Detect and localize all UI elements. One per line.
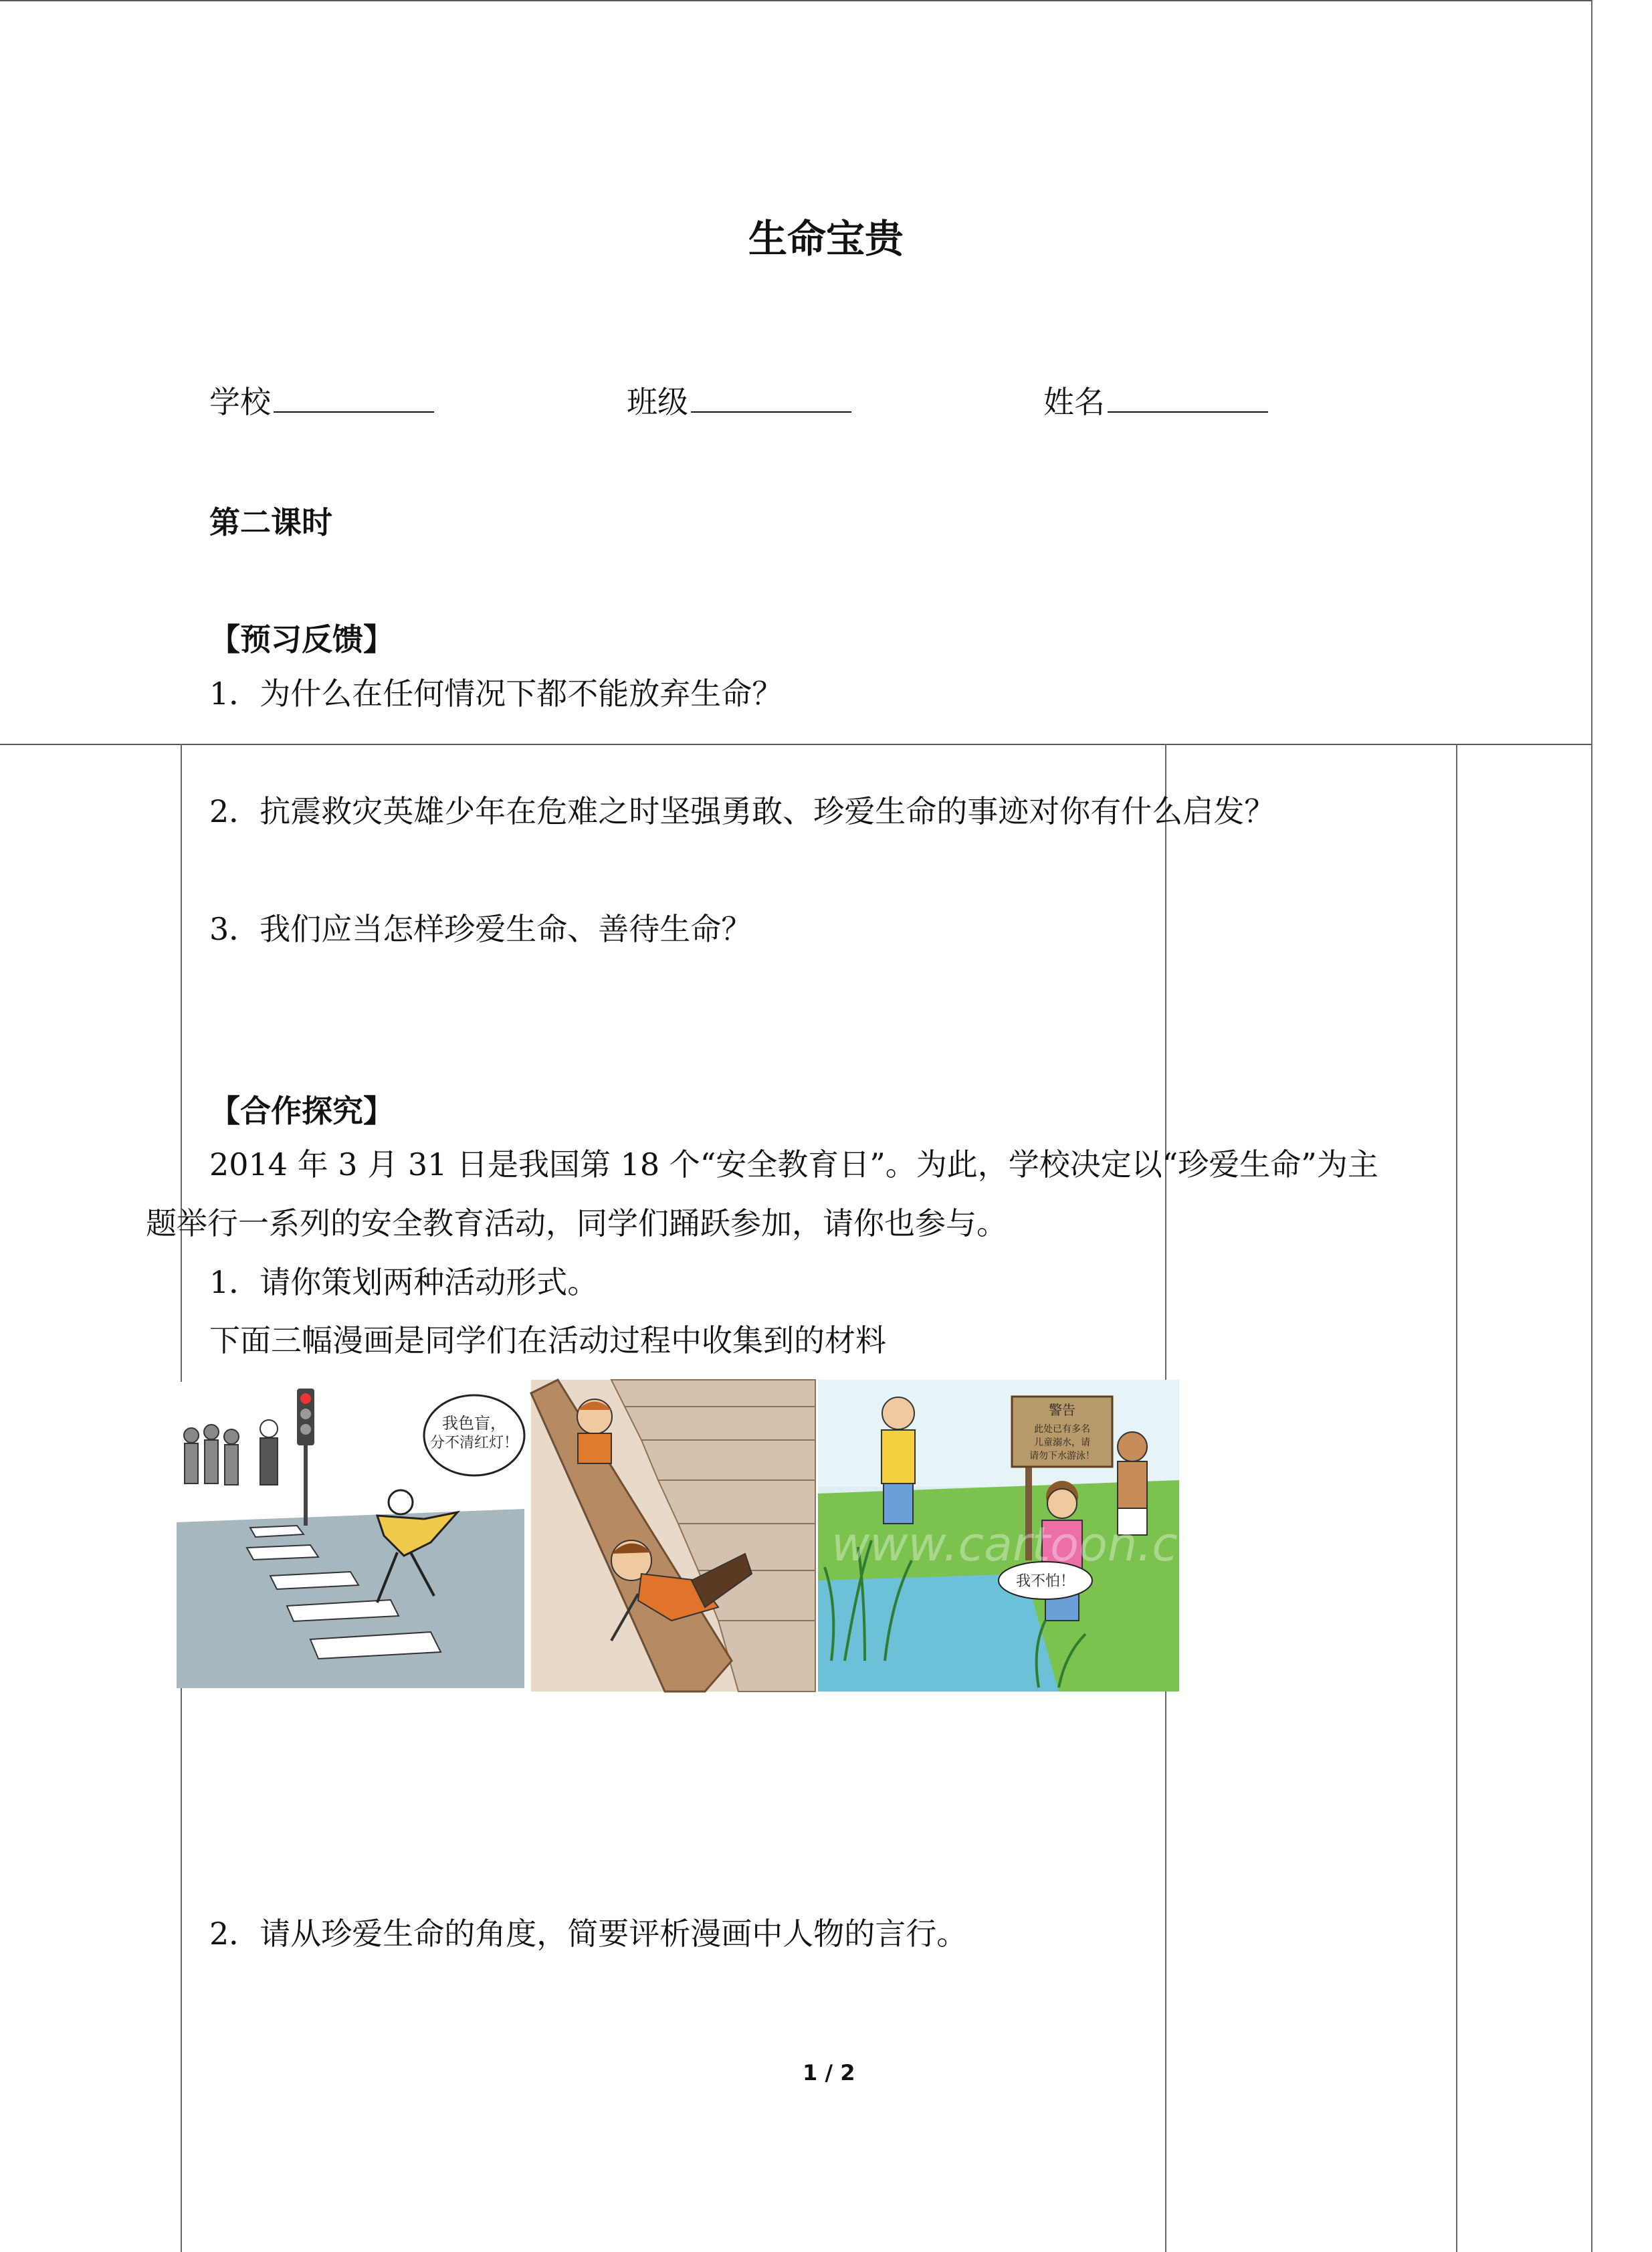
horizontal-divider <box>0 744 1592 745</box>
comic-bubble-1-line1: 我色盲， <box>442 1414 506 1433</box>
coop-heading: 【合作探究】 <box>209 1093 394 1129</box>
name-blank[interactable] <box>1108 385 1268 413</box>
comic-sign-text-3: 请勿下水游泳！ <box>1029 1451 1095 1461</box>
comic-watermark: www.cartoon.com <box>831 1517 1252 1572</box>
comic-stairs <box>531 1380 815 1692</box>
preview-question-2: 2．抗震救灾英雄少年在危难之时坚强勇敢、珍爱生命的事迹对你有什么启发？ <box>209 793 1275 829</box>
coop-question-1: 1．请你策划两种活动形式。 <box>209 1264 599 1300</box>
preview-question-1: 1．为什么在任何情况下都不能放弃生命？ <box>209 676 783 712</box>
page-number: 1 / 2 <box>803 2060 855 2085</box>
coop-intro-line-1: 2014 年 3 月 31 日是我国第 18 个“安全教育日”。为此，学校决定以“珍爱生命”为主 <box>209 1146 1378 1183</box>
comic-crosswalk <box>177 1382 524 1688</box>
school-field[interactable] <box>209 378 434 422</box>
comic-sign-title: 警告 <box>1049 1402 1075 1418</box>
preview-heading: 【预习反馈】 <box>209 621 394 657</box>
coop-question-2: 2．请从珍爱生命的角度，简要评析漫画中人物的言行。 <box>209 1916 968 1952</box>
class-blank[interactable] <box>691 385 851 413</box>
comics-caption: 下面三幅漫画是同学们在活动过程中收集到的材料 <box>209 1322 886 1358</box>
comic-warning-illustration <box>818 1380 1252 1692</box>
page-title: 生命宝贵 <box>748 216 904 262</box>
comic-crosswalk-illustration <box>177 1382 524 1688</box>
coop-intro-line-2: 题举行一系列的安全教育活动，同学们踊跃参加，请你也参与。 <box>146 1205 1007 1241</box>
comic-bubble-3: 我不怕！ <box>1015 1573 1075 1590</box>
vertical-rule-right <box>1456 744 1457 2252</box>
comic-stairs-illustration <box>531 1380 815 1692</box>
comic-sign-text-1: 此处已有多名 <box>1034 1424 1090 1435</box>
comic-bubble-1-line2: 分不清红灯！ <box>429 1435 519 1451</box>
preview-question-3: 3．我们应当怎样珍爱生命、善待生命？ <box>209 911 752 947</box>
class-field[interactable] <box>627 378 851 422</box>
vertical-rule-edge <box>1591 0 1592 2252</box>
comic-warning-sign <box>818 1380 1252 1692</box>
school-blank[interactable] <box>274 385 434 413</box>
school-label: 学校 <box>209 384 271 420</box>
name-label: 姓名 <box>1043 384 1105 420</box>
comic-sign-text-2: 儿童溺水，请 <box>1034 1437 1090 1448</box>
top-border <box>0 0 1592 1</box>
name-field[interactable] <box>1043 378 1268 422</box>
lesson-heading: 第二课时 <box>209 504 332 540</box>
class-label: 班级 <box>627 384 688 420</box>
